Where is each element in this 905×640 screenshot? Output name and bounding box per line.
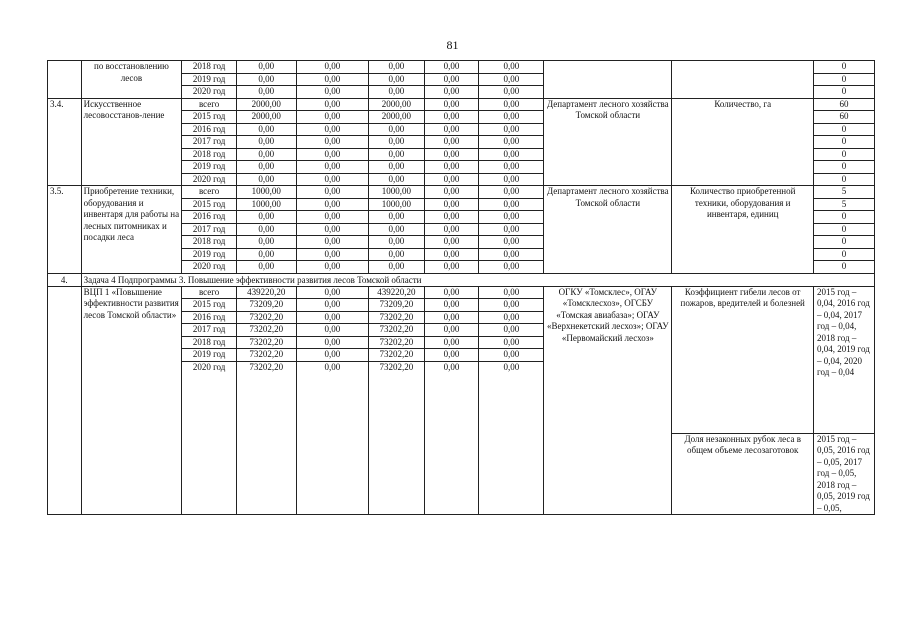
indicator-value-cell: 5 [814, 186, 875, 199]
amount-line: 0,00 [425, 299, 479, 312]
federal-amount-cell: 0,00 [296, 236, 368, 249]
row-number-cell: 3.5. [48, 186, 82, 274]
regional-amount-cell: 0,00 [369, 136, 425, 149]
indicator-value-cell: 0 [814, 148, 875, 161]
local-amount-cell: 0,00 [424, 148, 479, 161]
regional-amount-cell: 0,00 [369, 248, 425, 261]
other-amount-cell: 0,00 [479, 148, 544, 161]
activity-name-cell: по восстановлению лесов [81, 61, 182, 99]
federal-amount-cell: 0,00 [296, 186, 368, 199]
period-cell: всего [182, 98, 237, 111]
amount-line: 73202,20 [237, 337, 296, 350]
local-amount-cell: 0,00 [424, 261, 479, 274]
local-amount-cell: 0,00 [424, 61, 479, 74]
total-amount-cell: 0,00 [236, 173, 296, 186]
total-amount-cell: 0,00 [236, 136, 296, 149]
federal-amount-cell: 0,00 [296, 248, 368, 261]
amount-line: 0,00 [479, 312, 543, 325]
total-amount-cell: 2000,00 [236, 98, 296, 111]
other-amount-cell: 0,00 [479, 123, 544, 136]
indicator-cell [672, 61, 814, 99]
period-cell: 2019 год [182, 161, 237, 174]
amount-line: 73202,20 [237, 324, 296, 337]
table-row [48, 98, 875, 111]
regional-amount-cell: 0,00 [369, 261, 425, 274]
regional-amount-cell: 0,00 [369, 173, 425, 186]
indicator-cell: Количество приобретенной техники, оборудования и инвентаря, единиц [672, 186, 814, 274]
row-number-cell: 4. [48, 273, 82, 286]
local-amount-cell: 0,00 [424, 111, 479, 124]
amount-line: 0,00 [425, 349, 479, 362]
other-amount-cell: 0,00 [479, 161, 544, 174]
total-amount-cell: 1000,00 [236, 198, 296, 211]
total-amount-cell: 0,00 [236, 86, 296, 99]
indicator-value-cell: 0 [814, 211, 875, 224]
federal-amount-cell: 0,00 [296, 223, 368, 236]
indicator-value-cell: 2015 год – 0,04, 2016 год – 0,04, 2017 год – 0,04, 2018 год – 0,04, 2019 год – 0,04, 2020 год – 0,04 [814, 286, 875, 433]
row-number-cell: 3.4. [48, 98, 82, 186]
federal-amount-cell [296, 286, 368, 515]
department-cell: Департамент лесного хозяйства Томской области [544, 186, 672, 274]
other-amount-cell: 0,00 [479, 198, 544, 211]
indicator-cell: Коэффициент гибели лесов от пожаров, вредителей и болезней [672, 286, 814, 433]
period-line: 2016 год [182, 312, 236, 325]
amount-line: 0,00 [503, 361, 520, 372]
local-amount-cell: 0,00 [424, 123, 479, 136]
amount-line: 0,00 [479, 349, 543, 362]
federal-amount-cell: 0,00 [296, 173, 368, 186]
period-line: 2020 год [192, 361, 226, 372]
indicator-value-cell: 0 [814, 86, 875, 99]
amount-line: 0,00 [297, 349, 368, 362]
other-amount-cell: 0,00 [479, 186, 544, 199]
other-amount-cell: 0,00 [479, 236, 544, 249]
indicator-value-cell: 5 [814, 198, 875, 211]
total-amount-cell: 2000,00 [236, 111, 296, 124]
regional-amount-cell: 0,00 [369, 73, 425, 86]
period-column-cell [182, 286, 237, 515]
local-amount-cell: 0,00 [424, 211, 479, 224]
regional-amount-cell: 0,00 [369, 148, 425, 161]
local-amount-cell: 0,00 [424, 236, 479, 249]
local-amount-cell: 0,00 [424, 98, 479, 111]
regional-amount-cell: 0,00 [369, 161, 425, 174]
period-cell: 2019 год [182, 248, 237, 261]
regional-amount-cell: 0,00 [369, 61, 425, 74]
local-amount-cell: 0,00 [424, 248, 479, 261]
period-cell: 2020 год [182, 86, 237, 99]
total-amount-cell: 0,00 [236, 73, 296, 86]
local-amount-cell: 0,00 [424, 161, 479, 174]
federal-amount-cell: 0,00 [296, 198, 368, 211]
department-cell: ОГКУ «Томсклес», ОГАУ «Томсклесхоз», ОГСБУ «Томская авиабаза»; ОГАУ «Верхнекетский лесхоз»; ОГАУ «Первомайский лесхоз» [544, 286, 672, 515]
indicator-value-cell: 2015 год – 0,05, 2016 год – 0,05, 2017 год – 0,05, 2018 год – 0,05, 2019 год – 0,05, [814, 433, 875, 515]
regional-amount-cell: 1000,00 [369, 198, 425, 211]
local-amount-cell: 0,00 [424, 198, 479, 211]
department-cell: Департамент лесного хозяйства Томской области [544, 98, 672, 186]
total-amount-cell: 0,00 [236, 261, 296, 274]
period-cell: 2018 год [182, 236, 237, 249]
activity-name-cell: Искусственное лесовосстанов-ление [81, 98, 182, 186]
total-amount-cell: 0,00 [236, 61, 296, 74]
amount-line: 0,00 [297, 287, 368, 300]
federal-amount-cell: 0,00 [296, 148, 368, 161]
period-line: 2015 год [182, 299, 236, 312]
table-row [48, 286, 875, 433]
federal-amount-cell: 0,00 [296, 61, 368, 74]
total-amount-cell: 0,00 [236, 223, 296, 236]
local-amount-cell: 0,00 [424, 136, 479, 149]
period-line: 2019 год [182, 349, 236, 362]
activity-name-cell: Приобретение техники, оборудования и инвентаря для работы на лесных питомниках и посадки леса [81, 186, 182, 274]
activity-name-cell: ВЦП 1 «Повышение эффективности развития лесов Томской области» [81, 286, 182, 515]
other-amount-cell: 0,00 [479, 73, 544, 86]
amount-line: 439220,20 [237, 287, 296, 300]
amount-line: 73202,20 [249, 361, 284, 372]
total-amount-cell [236, 286, 296, 515]
regional-amount-cell: 2000,00 [369, 98, 425, 111]
indicator-value-cell: 0 [814, 161, 875, 174]
indicator-cell: Количество, га [672, 98, 814, 186]
amount-line: 73202,20 [237, 349, 296, 362]
total-amount-cell: 0,00 [236, 123, 296, 136]
period-cell: 2020 год [182, 261, 237, 274]
other-amount-cell: 0,00 [479, 111, 544, 124]
federal-amount-cell: 0,00 [296, 261, 368, 274]
amount-line: 0,00 [443, 361, 460, 372]
regional-amount-cell: 0,00 [369, 223, 425, 236]
amount-line: 73202,20 [369, 324, 424, 337]
federal-amount-cell: 0,00 [296, 123, 368, 136]
amount-line: 0,00 [297, 299, 368, 312]
amount-line: 0,00 [425, 287, 479, 300]
regional-amount-cell: 0,00 [369, 211, 425, 224]
task-title-cell: Задача 4 Подпрограммы 3. Повышение эффективности развития лесов Томской области [81, 273, 874, 286]
total-amount-cell: 0,00 [236, 148, 296, 161]
page-number: 81 [446, 38, 459, 52]
amount-line: 0,00 [479, 337, 543, 350]
amount-line: 0,00 [479, 299, 543, 312]
table-body [48, 61, 875, 515]
local-amount-cell: 0,00 [424, 86, 479, 99]
table-row [48, 186, 875, 199]
other-amount-cell: 0,00 [479, 261, 544, 274]
other-amount-cell: 0,00 [479, 98, 544, 111]
indicator-value-cell: 0 [814, 236, 875, 249]
period-cell: всего [182, 186, 237, 199]
period-cell: 2018 год [182, 148, 237, 161]
regional-amount-cell: 0,00 [369, 236, 425, 249]
local-amount-cell [424, 286, 479, 515]
period-cell: 2015 год [182, 111, 237, 124]
period-cell: 2017 год [182, 136, 237, 149]
other-amount-cell [479, 286, 544, 515]
indicator-value-cell: 0 [814, 123, 875, 136]
indicator-value-cell: 60 [814, 98, 875, 111]
period-line: всего [182, 287, 236, 300]
period-line: 2017 год [182, 324, 236, 337]
other-amount-cell: 0,00 [479, 211, 544, 224]
other-amount-cell: 0,00 [479, 223, 544, 236]
amount-line: 73202,20 [379, 361, 414, 372]
amount-line: 73209,20 [369, 299, 424, 312]
indicator-value-cell: 0 [814, 223, 875, 236]
federal-amount-cell: 0,00 [296, 111, 368, 124]
indicator-value-cell: 0 [814, 248, 875, 261]
local-amount-cell: 0,00 [424, 223, 479, 236]
other-amount-cell: 0,00 [479, 248, 544, 261]
federal-amount-cell: 0,00 [296, 98, 368, 111]
period-line: 2018 год [182, 337, 236, 350]
amount-line: 439220,20 [369, 287, 424, 300]
total-amount-cell: 0,00 [236, 161, 296, 174]
amount-line: 0,00 [297, 324, 368, 337]
regional-amount-cell: 0,00 [369, 86, 425, 99]
period-cell: 2016 год [182, 123, 237, 136]
period-cell: 2015 год [182, 198, 237, 211]
indicator-value-cell: 60 [814, 111, 875, 124]
federal-amount-cell: 0,00 [296, 211, 368, 224]
period-cell: 2018 год [182, 61, 237, 74]
amount-line: 0,00 [425, 312, 479, 325]
total-amount-cell: 1000,00 [236, 186, 296, 199]
federal-amount-cell: 0,00 [296, 136, 368, 149]
total-amount-cell: 0,00 [236, 248, 296, 261]
period-cell: 2016 год [182, 211, 237, 224]
row-number-cell [48, 61, 82, 99]
period-cell: 2020 год [182, 173, 237, 186]
program-table [47, 60, 875, 515]
total-amount-cell: 0,00 [236, 236, 296, 249]
amount-line: 0,00 [479, 324, 543, 337]
amount-line: 73202,20 [369, 312, 424, 325]
indicator-cell: Доля незаконных рубок леса в общем объеме лесозаготовок [672, 433, 814, 515]
amount-line: 0,00 [297, 312, 368, 325]
federal-amount-cell: 0,00 [296, 86, 368, 99]
amount-line: 0,00 [297, 337, 368, 350]
indicator-value-cell: 0 [814, 73, 875, 86]
indicator-value-cell: 0 [814, 136, 875, 149]
amount-line: 0,00 [425, 324, 479, 337]
regional-amount-cell [369, 286, 425, 515]
table-row [48, 61, 875, 74]
other-amount-cell: 0,00 [479, 61, 544, 74]
amount-line: 73202,20 [369, 349, 424, 362]
amount-line: 73202,20 [237, 312, 296, 325]
local-amount-cell: 0,00 [424, 173, 479, 186]
task-row [48, 273, 875, 286]
federal-amount-cell: 0,00 [296, 73, 368, 86]
regional-amount-cell: 1000,00 [369, 186, 425, 199]
indicator-value-cell: 0 [814, 173, 875, 186]
regional-amount-cell: 0,00 [369, 123, 425, 136]
indicator-value-cell: 0 [814, 61, 875, 74]
period-cell: 2019 год [182, 73, 237, 86]
local-amount-cell: 0,00 [424, 186, 479, 199]
department-cell [544, 61, 672, 99]
other-amount-cell: 0,00 [479, 86, 544, 99]
local-amount-cell: 0,00 [424, 73, 479, 86]
amount-line: 0,00 [479, 287, 543, 300]
row-number-cell [48, 286, 82, 515]
amount-line: 0,00 [324, 361, 341, 372]
other-amount-cell: 0,00 [479, 136, 544, 149]
federal-amount-cell: 0,00 [296, 161, 368, 174]
amount-line: 0,00 [425, 337, 479, 350]
total-amount-cell: 0,00 [236, 211, 296, 224]
amount-line: 73202,20 [369, 337, 424, 350]
amount-line: 73209,20 [237, 299, 296, 312]
indicator-value-cell: 0 [814, 261, 875, 274]
regional-amount-cell: 2000,00 [369, 111, 425, 124]
period-cell: 2017 год [182, 223, 237, 236]
other-amount-cell: 0,00 [479, 173, 544, 186]
